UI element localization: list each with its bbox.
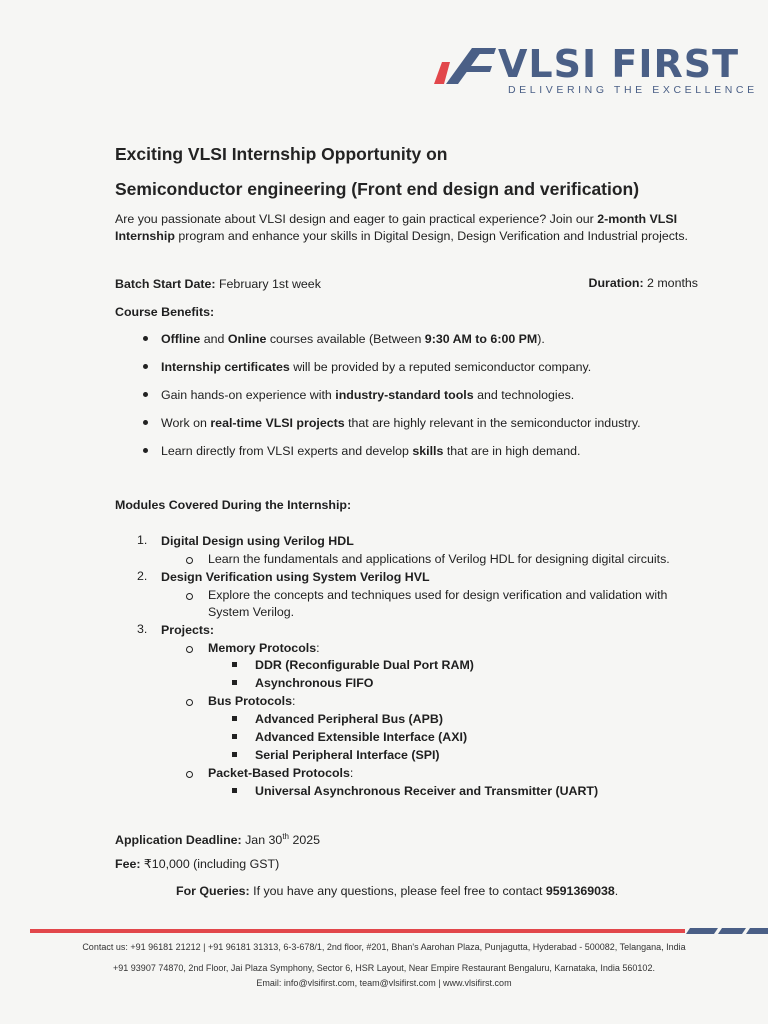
module-description-cont: System Verilog. [208,605,295,619]
circle-bullet-icon [186,646,193,653]
course-benefits-title: Course Benefits: [115,305,215,319]
queries: For Queries: If you have any questions, please feel free to contact 9591369038. [176,884,619,898]
footer-contact-line-2: +91 93907 74870, 2nd Floor, Jai Plaza Symphony, Sector 6, HSR Layout, Near Empire Restaurant Bengaluru, Karnataka, India 560102. [113,963,655,973]
list-item: Learn directly from VLSI experts and develop skills that are in high demand. [161,442,721,470]
circle-bullet-icon [186,557,193,564]
square-bullet-icon [232,662,237,667]
module-description: Explore the concepts and techniques used for design verification and validation with [208,588,668,602]
square-bullet-icon [232,734,237,739]
list-item: Universal Asynchronous Receiver and Transmitter (UART) [255,784,599,798]
logo-wordmark: VLSI FIRST [498,42,740,86]
list-item: Work on real-time VLSI projects that are highly relevant in the semiconductor industry. [161,414,721,442]
list-item: Advanced Peripheral Bus (APB) [255,712,443,726]
list-item: Gain hands-on experience with industry-standard tools and technologies. [161,386,721,414]
company-logo [432,40,758,100]
square-bullet-icon [232,716,237,721]
circle-bullet-icon [186,771,193,778]
list-item: Serial Peripheral Interface (SPI) [255,748,440,762]
module-title: Projects: [161,623,215,637]
square-bullet-icon [232,752,237,757]
batch-start-date: Batch Start Date: February 1st week [115,277,321,291]
protocol-group-label: Bus Protocols: [208,694,296,708]
logo-tagline: DELIVERING THE EXCELLENCE [508,84,758,96]
module-number: 3. [137,622,148,636]
module-description: Learn the fundamentals and applications of Verilog HDL for designing digital circuits. [208,552,670,566]
footer-contact-line-1: Contact us: +91 96181 21212 | +91 96181 31313, 6-3-678/1, 2nd floor, #201, Bhan's Aarohan Plaza, Punjagutta, Hyderabad - 500082, Telangana, India [82,942,686,952]
list-item: Offline and Online courses available (Between 9:30 AM to 6:00 PM). [161,330,721,358]
benefits-list [161,330,721,470]
application-deadline: Application Deadline: Jan 30th 2025 [115,832,321,848]
fee: Fee: ₹10,000 (including GST) [115,857,280,871]
circle-bullet-icon [186,593,193,600]
circle-bullet-icon [186,699,193,706]
footer-contact-email: Email: info@vlsifirst.com, team@vlsifirst.com | www.vlsifirst.com [256,978,512,988]
protocol-group-label: Packet-Based Protocols: [208,766,354,780]
intro-paragraph: Are you passionate about VLSI design and eager to gain practical experience? Join our 2-month VLSI Internship program and enhance your skills in Digital Design, Design Verification and Industrial projects. [115,212,688,243]
page-title-line-2: Semiconductor engineering (Front end design and verification) [115,179,640,199]
duration: Duration: 2 months [588,276,698,290]
protocol-group-label: Memory Protocols: [208,641,320,655]
modules-title: Modules Covered During the Internship: [115,498,352,512]
square-bullet-icon [232,680,237,685]
list-item: Internship certificates will be provided by a reputed semiconductor company. [161,358,721,386]
module-title: Digital Design using Verilog HDL [161,534,354,548]
page-title-line-1: Exciting VLSI Internship Opportunity on [115,144,448,164]
vlsi-first-logo-icon [432,46,496,86]
list-item: DDR (Reconfigurable Dual Port RAM) [255,658,474,672]
list-item: Asynchronous FIFO [255,676,374,690]
footer-divider [0,927,768,937]
module-number: 2. [137,569,148,583]
square-bullet-icon [232,788,237,793]
module-number: 1. [137,533,148,547]
list-item: Advanced Extensible Interface (AXI) [255,730,468,744]
module-title: Design Verification using System Verilog HVL [161,570,430,584]
